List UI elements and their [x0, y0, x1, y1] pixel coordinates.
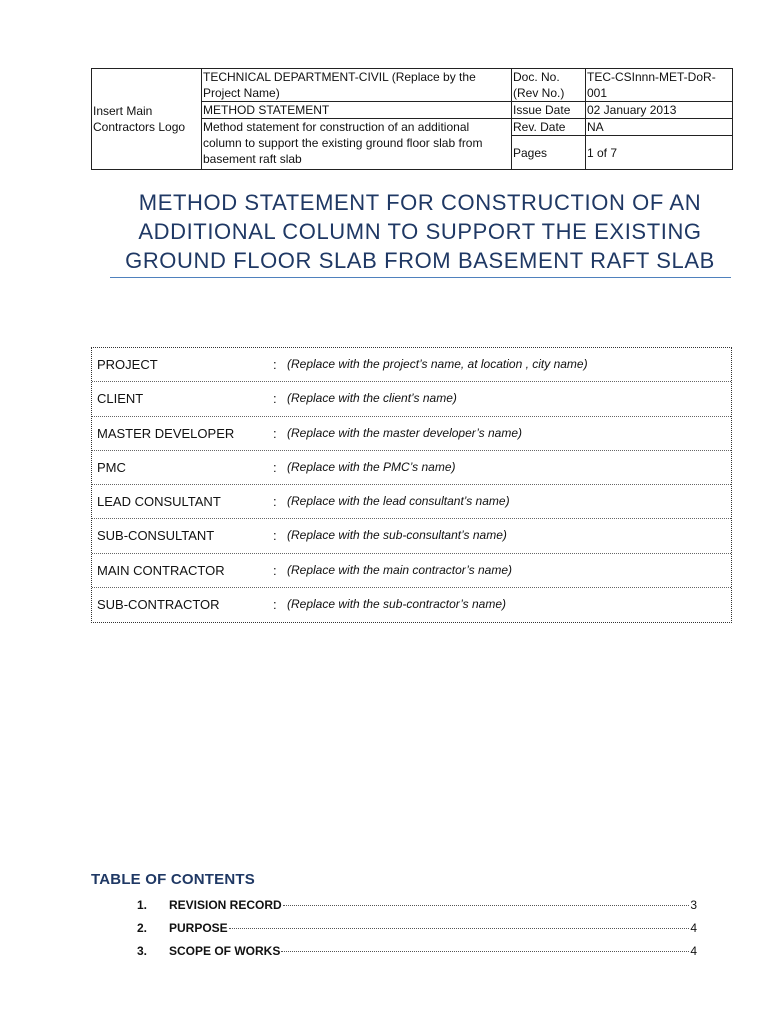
info-row	[92, 348, 731, 382]
toc-heading: TABLE OF CONTENTS	[91, 871, 255, 888]
info-separator: :	[273, 391, 277, 407]
toc-dot-leader	[283, 905, 690, 906]
info-separator: :	[273, 425, 277, 441]
pages-label: Pages	[512, 136, 586, 170]
info-label: LEAD CONSULTANT	[97, 494, 221, 510]
pages-value: 1 of 7	[586, 136, 733, 170]
document-header-table	[91, 68, 733, 170]
description-cell: Method statement for construction of an additional column to support the existing ground floor slab from basement raft slab	[202, 119, 512, 170]
document-title	[110, 188, 730, 275]
info-label: MAIN CONTRACTOR	[97, 562, 225, 578]
info-label: CLIENT	[97, 391, 144, 407]
info-label: PROJECT	[97, 357, 158, 372]
info-separator: :	[273, 528, 277, 544]
info-value: (Replace with the sub-contractor’s name)	[287, 597, 506, 612]
doc-type-cell: METHOD STATEMENT	[202, 102, 512, 119]
info-label: PMC	[97, 459, 126, 475]
rev-date-label: Rev. Date	[512, 119, 586, 136]
info-row	[92, 451, 731, 485]
info-separator: :	[273, 562, 277, 578]
toc-entry-link[interactable]: REVISION RECORD	[169, 898, 282, 912]
issue-date-value: 02 January 2013	[586, 102, 733, 119]
info-value: (Replace with the project’s name, at location , city name)	[287, 357, 588, 371]
info-value: (Replace with the lead consultant’s name)	[287, 494, 510, 509]
info-value: (Replace with the client’s name)	[287, 391, 457, 406]
title-line-3: GROUND FLOOR SLAB FROM BASEMENT RAFT SLAB	[125, 248, 715, 273]
info-row	[92, 485, 731, 519]
toc-entry[interactable]	[137, 897, 697, 913]
toc-entry-number: 2.	[137, 921, 148, 935]
info-row	[92, 417, 731, 451]
info-label: MASTER DEVELOPER	[97, 425, 235, 441]
info-value: (Replace with the master developer’s name)	[287, 425, 523, 440]
info-label: SUB-CONTRACTOR	[97, 597, 220, 613]
toc-entry[interactable]	[137, 920, 697, 936]
info-separator: :	[273, 357, 277, 372]
toc-entry-link[interactable]: PURPOSE	[169, 921, 228, 935]
toc-page-number: 4	[690, 921, 697, 935]
issue-date-label: Issue Date	[512, 102, 586, 119]
toc-page-number: 3	[690, 898, 697, 912]
info-row	[92, 382, 731, 416]
info-value: (Replace with the sub-consultant’s name)	[287, 528, 507, 543]
contractor-logo-placeholder: Insert Main Contractors Logo	[92, 69, 202, 170]
info-separator: :	[273, 459, 277, 475]
info-separator: :	[273, 597, 277, 613]
rev-date-value: NA	[586, 119, 733, 136]
title-line-2: ADDITIONAL COLUMN TO SUPPORT THE EXISTING	[138, 219, 702, 244]
toc-page-number: 4	[690, 944, 697, 958]
info-separator: :	[273, 494, 277, 510]
doc-no-value: TEC-CSInnn-MET-DoR-001	[586, 69, 733, 102]
info-row	[92, 588, 731, 622]
info-label: SUB-CONSULTANT	[97, 528, 215, 544]
info-value: (Replace with the PMC’s name)	[287, 459, 456, 474]
toc-entry-number: 3.	[137, 944, 148, 958]
info-row	[92, 519, 731, 553]
title-line-1: METHOD STATEMENT FOR CONSTRUCTION OF AN	[138, 190, 702, 215]
toc-entry-number: 1.	[137, 898, 148, 912]
title-underline-divider	[110, 277, 731, 278]
toc-dot-leader	[229, 928, 690, 929]
doc-no-label: Doc. No. (Rev No.)	[512, 69, 586, 102]
info-value: (Replace with the main contractor’s name)	[287, 562, 512, 577]
project-info-table	[91, 347, 732, 623]
toc-entry[interactable]	[137, 943, 697, 959]
toc-entry-link[interactable]: SCOPE OF WORKS	[169, 944, 281, 958]
department-cell: TECHNICAL DEPARTMENT-CIVIL (Replace by the Project Name)	[202, 69, 512, 102]
toc-dot-leader	[281, 951, 689, 952]
info-row	[92, 554, 731, 588]
